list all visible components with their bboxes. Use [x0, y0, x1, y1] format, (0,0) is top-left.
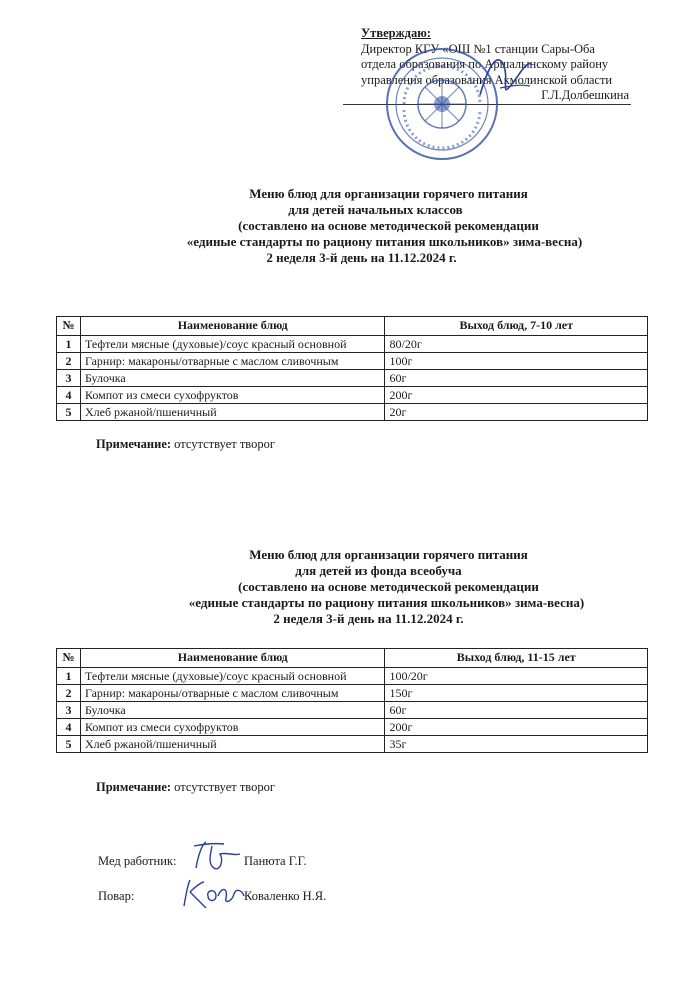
staff-cook [98, 889, 327, 904]
cook-signature-icon [176, 876, 248, 912]
dish-portion: 35г [385, 736, 648, 753]
dish-portion: 60г [385, 370, 648, 387]
staff-name: Панюта Г.Г. [244, 854, 307, 868]
table-row [57, 387, 648, 404]
row-number: 4 [57, 719, 81, 736]
menu-2-title-line-1: Меню блюд для организации горячего питания [249, 547, 528, 562]
dish-name: Булочка [80, 370, 385, 387]
staff-role: Повар: [98, 889, 135, 903]
table-header-row [57, 649, 648, 668]
column-header-number: № [57, 649, 81, 668]
table-header-row [57, 317, 648, 336]
table-row [57, 370, 648, 387]
dish-portion: 200г [385, 719, 648, 736]
dish-portion: 100/20г [385, 668, 648, 685]
director-signature-icon [470, 40, 540, 110]
row-number: 4 [57, 387, 81, 404]
column-header-dish: Наименование блюд [80, 317, 385, 336]
table-row [57, 719, 648, 736]
menu-1-title-line-4: «единые стандарты по рациону питания школьников» зима-весна) [186, 234, 583, 249]
row-number: 2 [57, 685, 81, 702]
menu-2-table [56, 648, 648, 753]
approval-line-2: отдела образования по Аршалынскому району [361, 57, 609, 71]
menu-1-title-line-2: для детей начальных классов [288, 202, 463, 217]
menu-2-title-line-2: для детей из фонда всеобуча [295, 563, 462, 578]
column-header-portion: Выход блюд, 11-15 лет [385, 649, 648, 668]
menu-1-table [56, 316, 648, 421]
note-text: отсутствует творог [174, 437, 275, 451]
menu-1-title-line-3: (составлено на основе методической рекомендации [238, 218, 539, 233]
note-text: отсутствует творог [174, 780, 275, 794]
column-header-dish: Наименование блюд [80, 649, 385, 668]
approval-line-1: Директор КГУ «ОШ №1 станции Сары-Оба [361, 41, 595, 56]
row-number: 5 [57, 404, 81, 421]
row-number: 5 [57, 736, 81, 753]
menu-1-note [96, 437, 275, 452]
dish-name: Гарнир: макароны/отварные с маслом сливочным [80, 353, 385, 370]
menu-2-title-line-5: 2 неделя 3-й день на 11.12.2024 г. [273, 611, 464, 626]
menu-2-note [96, 780, 275, 795]
menu-2-title-line-3: (составлено на основе методической рекомендации [238, 579, 539, 594]
table-row [57, 685, 648, 702]
table-row [57, 336, 648, 353]
dish-name: Тефтели мясные (духовые)/соус красный основной [80, 668, 385, 685]
dish-portion: 60г [385, 702, 648, 719]
dish-name: Гарнир: макароны/отварные с маслом сливочным [80, 685, 385, 702]
approval-heading: Утверждаю: [361, 26, 431, 40]
table-row [57, 736, 648, 753]
menu-2-heading [0, 547, 693, 627]
table-row [57, 702, 648, 719]
row-number: 3 [57, 370, 81, 387]
note-label: Примечание: [96, 437, 172, 451]
approval-signature-name: Г.Л.Долбешкина [541, 88, 629, 102]
staff-name: Коваленко Н.Я. [244, 889, 327, 903]
column-header-portion: Выход блюд, 7-10 лет [385, 317, 648, 336]
dish-name: Хлеб ржаной/пшеничный [80, 404, 385, 421]
dish-name: Компот из смеси сухофруктов [80, 387, 385, 404]
row-number: 3 [57, 702, 81, 719]
dish-name: Тефтели мясные (духовые)/соус красный основной [80, 336, 385, 353]
dish-name: Хлеб ржаной/пшеничный [80, 736, 385, 753]
row-number: 1 [57, 668, 81, 685]
medical-signature-icon [190, 838, 244, 874]
column-header-number: № [57, 317, 81, 336]
table-row [57, 404, 648, 421]
menu-1-heading [0, 186, 693, 266]
menu-1-title-line-5: 2 неделя 3-й день на 11.12.2024 г. [266, 250, 457, 265]
dish-name: Компот из смеси сухофруктов [80, 719, 385, 736]
staff-role: Мед работник: [98, 854, 177, 868]
dish-portion: 100г [385, 353, 648, 370]
dish-portion: 20г [385, 404, 648, 421]
approval-line-3: управления образования Акмолинской области [361, 72, 613, 87]
dish-portion: 80/20г [385, 336, 648, 353]
note-label: Примечание: [96, 780, 172, 794]
menu-2-title-line-4: «единые стандарты по рациону питания школьников» зима-весна) [188, 595, 585, 610]
dish-name: Булочка [80, 702, 385, 719]
table-row [57, 353, 648, 370]
dish-portion: 150г [385, 685, 648, 702]
table-row [57, 668, 648, 685]
row-number: 1 [57, 336, 81, 353]
row-number: 2 [57, 353, 81, 370]
menu-1-title-line-1: Меню блюд для организации горячего питания [249, 186, 528, 201]
staff-medical [98, 854, 307, 869]
dish-portion: 200г [385, 387, 648, 404]
